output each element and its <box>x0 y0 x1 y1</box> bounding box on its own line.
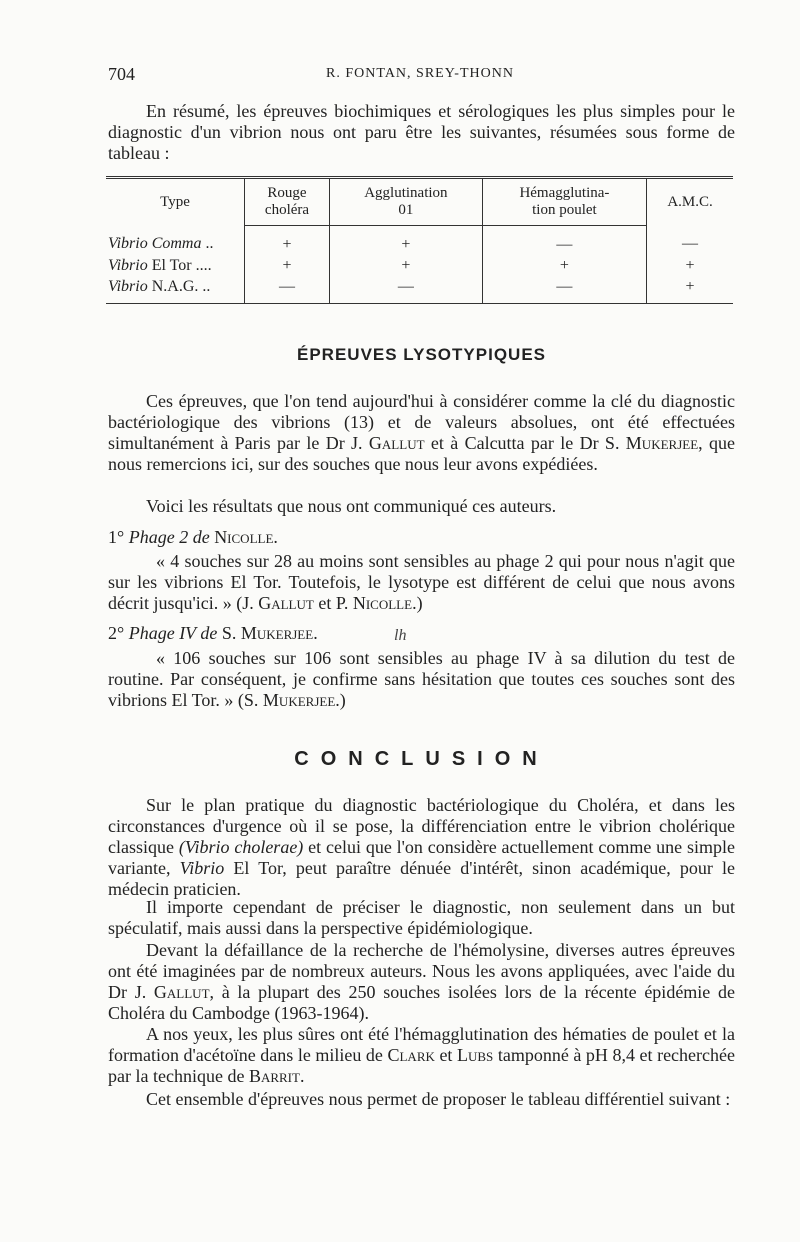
author-name: Clark <box>387 1045 435 1065</box>
header-line: Rouge <box>267 185 307 201</box>
author-name: Mukerjee <box>262 690 336 710</box>
table-row <box>106 255 733 276</box>
handwritten-margin-note: lh <box>394 627 407 644</box>
text-run: .) <box>412 593 423 613</box>
conclusion-paragraph-5: Cet ensemble d'épreuves nous permet de proposer le tableau différentiel suivant : <box>146 1089 731 1109</box>
quote-phage-2 <box>108 551 735 614</box>
col-header-amc: A.M.C. <box>647 178 733 226</box>
col-header-agglutination <box>330 178 483 226</box>
genus-name: Vibrio <box>179 858 225 878</box>
table-cell: — <box>245 276 330 304</box>
text-run: tamponné à pH 8,4 et recherchée par la technique de <box>108 1045 736 1086</box>
text-run: El Tor, peut paraître dénuée d'intérêt, sinon académique, pour le médecin praticien. <box>108 858 735 899</box>
conclusion-paragraph-3 <box>108 940 735 1024</box>
header-line: Agglutination <box>364 185 448 201</box>
text-run: . <box>299 1066 305 1086</box>
author-name: S. Mukerjee. <box>221 623 318 643</box>
author-name: Lubs <box>457 1045 494 1065</box>
list-number: 2° <box>108 623 125 643</box>
author-name: Mukerjee <box>625 433 699 453</box>
header-line: 01 <box>398 202 414 218</box>
author-name: Barrit <box>248 1066 300 1086</box>
conclusion-paragraph-2: Il importe cependant de préciser le diagnostic, non seulement dans un but spéculatif, mais aussi dans la perspective épidémiologique. <box>108 897 735 938</box>
species-name: (Vibrio cholerae) <box>178 837 304 857</box>
table-cell: — <box>482 226 646 256</box>
species: El Tor <box>151 256 192 274</box>
text-run: et P. <box>313 593 353 613</box>
leader-dots: .. <box>201 235 214 253</box>
item-title: Phage IV de <box>128 623 218 643</box>
header-line: tion poulet <box>532 202 597 218</box>
text-run: et <box>434 1045 457 1065</box>
text-run: .) <box>335 690 346 710</box>
genus: Vibrio <box>108 277 148 295</box>
row-label <box>106 276 245 304</box>
table-cell: + <box>245 226 330 256</box>
conclusion-paragraph-4 <box>108 1024 735 1087</box>
table-cell: — <box>330 276 483 304</box>
col-header-type: Type <box>160 193 190 210</box>
text-run: Devant la défaillance de la recherche de l'hémolysine, diverses autres épreuves ont été imaginées par de nombreux auteurs. Nous les avons appliquées, avec l'aide du Dr J. <box>108 940 735 1002</box>
intro-paragraph: En résumé, les épreuves biochimiques et sérologiques les plus simples pour le diagnostic d'un vibrion nous ont paru être les suivantes, résumées sous forme de tableau : <box>108 101 735 163</box>
text-run: Sur le plan pratique du diagnostic bactériologique du Choléra, et dans les circonstances d'urgence où il se pose, la différenciation entre le vibrion cholérique classique <box>108 795 735 857</box>
col-header-rouge <box>245 178 330 226</box>
biochemical-table <box>106 176 733 304</box>
table-cell: + <box>482 255 646 276</box>
text-run: A nos yeux, les plus sûres ont été l'hémagglutination des hématies de poulet et la formation d'acétoïne dans le milieu de <box>108 1024 735 1065</box>
table-cell: + <box>330 226 483 256</box>
table-row <box>106 226 733 256</box>
list-item-phage-iv <box>108 623 735 644</box>
text-run: « 106 souches sur 106 sont sensibles au phage IV à sa dilution du test de routine. Par conséquent, je confirme sans hésitation que toutes ces souches sont des vibrions El Tor. » (S. <box>108 648 735 710</box>
author-name: Nicolle. <box>214 527 278 547</box>
page-number: 704 <box>108 64 135 84</box>
table-cell: + <box>330 255 483 276</box>
text-run: Ces épreuves, que l'on tend aujourd'hui à considérer comme la clé du diagnostic bactériologique des vibrions (13) et de valeurs absolues, ont été effectuées simultanément à Paris par le Dr J. <box>108 391 735 453</box>
table-cell: + <box>647 255 733 276</box>
header-line: Hémagglutina- <box>519 185 610 201</box>
text-run: et celui que l'on considère actuellement comme une simple variante, <box>108 837 735 878</box>
section-heading-lysotypiques: ÉPREUVES LYSOTYPIQUES <box>297 345 546 364</box>
genus: Vibrio <box>108 256 148 274</box>
list-item-phage-2 <box>108 527 735 548</box>
text-run: et à Calcutta par le Dr S. <box>424 433 626 453</box>
lyso-paragraph <box>108 391 735 475</box>
col-header-hemagglutination <box>482 178 646 226</box>
author-name: Gallut <box>153 982 210 1002</box>
header-line: choléra <box>264 202 310 218</box>
text-run: « 4 souches sur 28 au moins sont sensibles au phage 2 qui pour nous n'agit que sur les vibrions El Tor. Toutefois, le lysotype est différent de celui que nous avons décrit jusqu'ici. » (J. <box>108 551 735 613</box>
row-label <box>106 255 245 276</box>
text-run: , que nous remercions ici, sur des souches que nous leur avons expédiées. <box>108 433 735 474</box>
conclusion-paragraph-1 <box>108 795 735 900</box>
table-cell: + <box>245 255 330 276</box>
running-header <box>108 64 732 88</box>
table-cell: + <box>647 276 733 304</box>
leader-dots: .. <box>198 277 211 295</box>
text-run: , à la plupart des 250 souches isolées lors de la récente épidémie de Choléra du Cambodge (1963-1964). <box>108 982 735 1023</box>
author-name: Gallut <box>368 433 425 453</box>
table-cell: — <box>482 276 646 304</box>
species: Comma <box>151 235 202 253</box>
table-row <box>106 276 733 304</box>
results-paragraph: Voici les résultats que nous ont communiqué ces auteurs. <box>146 496 557 516</box>
genus: Vibrio <box>108 235 148 253</box>
running-title: R. FONTAN, SREY-THONN <box>326 66 514 81</box>
item-title: Phage 2 de <box>128 527 210 547</box>
leader-dots: .... <box>191 256 212 274</box>
section-heading-conclusion: CONCLUSION <box>294 748 549 770</box>
author-name: Gallut <box>258 593 314 613</box>
species: N.A.G. <box>151 277 199 295</box>
row-label <box>106 226 245 256</box>
list-number: 1° <box>108 527 125 547</box>
table-cell: — <box>647 226 733 256</box>
author-name: Nicolle <box>352 593 413 613</box>
quote-phage-iv <box>108 648 735 711</box>
